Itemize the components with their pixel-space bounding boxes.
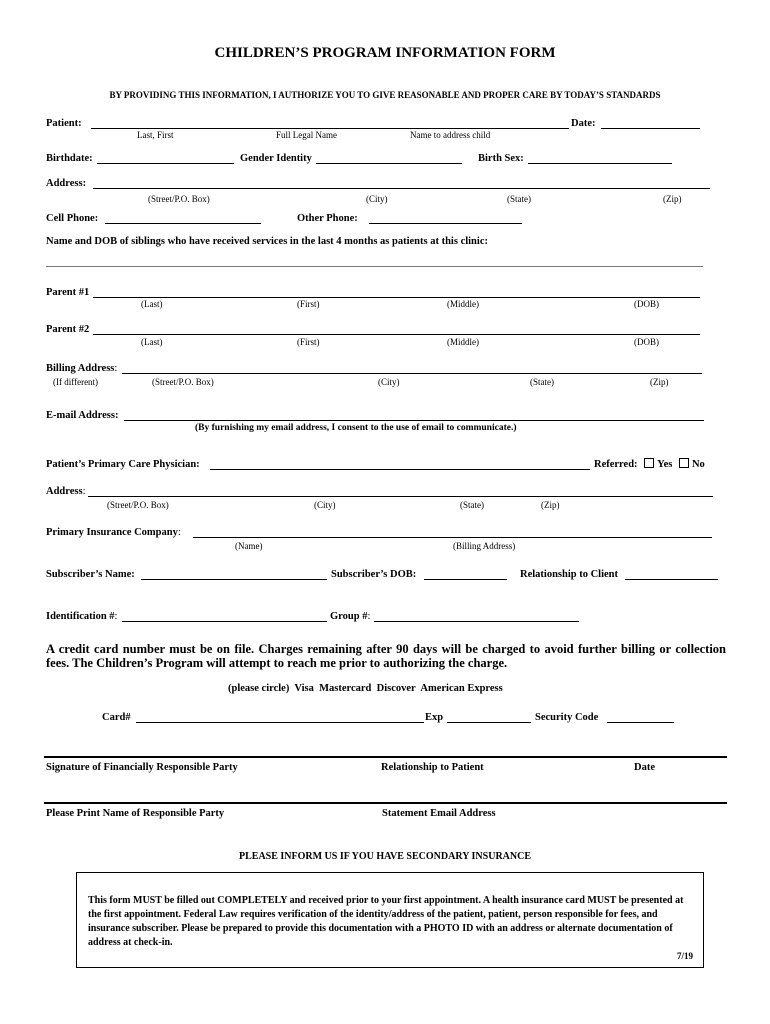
identification-field[interactable] [122,621,327,622]
subscriber-dob-field[interactable] [424,579,507,580]
patient-sub-legal-name: Full Legal Name [276,130,337,140]
birthdate-label: Birthdate: [46,153,93,164]
parent1-sub-dob: (DOB) [634,299,659,309]
other-phone-field[interactable] [369,223,522,224]
parent1-sub-first: (First) [297,299,320,309]
parent2-sub-first: (First) [297,337,320,347]
referred-group [594,458,705,470]
exp-label: Exp [425,712,444,723]
signature-date-label: Date [634,762,655,773]
patient-label: Patient: [46,118,82,129]
birth-sex-label: Birth Sex: [478,153,524,164]
physician-label: Patient’s Primary Care Physician: [46,459,200,470]
parent2-sub-last: (Last) [141,337,163,347]
notice-box [76,872,704,968]
form-title: CHILDREN’S PROGRAM INFORMATION FORM [214,45,556,61]
insurance-sub-billing: (Billing Address) [453,541,516,551]
billing-sub-street: (Street/P.O. Box) [152,377,214,387]
physician-address-field[interactable] [88,496,713,497]
card-visa[interactable]: Visa [294,683,314,694]
billing-sub-city: (City) [378,377,400,387]
address-label: Address: [46,178,87,189]
billing-sub-if-different: (If different) [53,377,99,387]
address-sub-street: (Street/P.O. Box) [148,194,210,204]
card-types-row [228,683,503,694]
address-sub-state: (State) [507,194,531,204]
insurance-field[interactable] [193,537,712,538]
address-sub-city: (City) [366,194,388,204]
physician-sub-city: (City) [314,500,336,510]
patient-sub-last-first: Last, First [137,130,174,140]
parent2-sub-middle: (Middle) [447,337,479,347]
patient-name-field[interactable] [91,128,569,129]
birth-sex-field[interactable] [528,163,672,164]
physician-sub-street: (Street/P.O. Box) [107,500,169,510]
address-sub-zip: (Zip) [663,194,682,204]
insurance-label: Primary Insurance Company: [46,527,181,538]
gender-identity-field[interactable] [316,163,462,164]
parent1-sub-middle: (Middle) [447,299,479,309]
referred-yes-label: Yes [657,459,673,470]
email-label: E-mail Address: [46,410,119,421]
relationship-to-client-label: Relationship to Client [520,569,619,580]
security-code-label: Security Code [535,712,599,723]
card-mastercard[interactable]: Mastercard [319,683,372,694]
patient-sub-address-name: Name to address child [410,130,491,140]
authorization-statement: BY PROVIDING THIS INFORMATION, I AUTHORIZE YOU TO GIVE REASONABLE AND PROPER CARE BY TODAY’S STANDARDS [109,90,661,100]
statement-email-label: Statement Email Address [382,808,496,819]
date-label: Date: [571,118,596,129]
group-field[interactable] [374,621,579,622]
siblings-field[interactable] [46,266,703,267]
physician-sub-zip: (Zip) [541,500,560,510]
referred-label: Referred: [594,459,638,470]
subscriber-name-field[interactable] [141,579,327,580]
card-number-field[interactable] [136,722,424,723]
subscriber-dob-label: Subscriber’s DOB: [331,569,417,580]
physician-sub-state: (State) [460,500,484,510]
parent1-field[interactable] [93,297,700,298]
referred-no-checkbox[interactable] [679,458,689,468]
please-circle-label: (please circle) [228,683,290,694]
revision-label: 7/19 [676,951,693,961]
parent2-sub-dob: (DOB) [634,337,659,347]
relationship-to-patient-label: Relationship to Patient [381,762,484,773]
signature-label: Signature of Financially Responsible Party [46,762,238,773]
billing-address-label: Billing Address: [46,363,118,374]
parent1-label: Parent #1 [46,287,90,298]
referred-no-label: No [691,459,705,470]
relationship-to-client-field[interactable] [625,579,718,580]
card-number-label: Card# [102,712,131,723]
physician-address-label: Address: [46,486,86,497]
card-discover[interactable]: Discover [376,683,416,694]
billing-sub-state: (State) [530,377,554,387]
physician-field[interactable] [210,469,590,470]
billing-sub-zip: (Zip) [650,377,669,387]
card-american-express[interactable]: American Express [420,683,503,694]
address-field[interactable] [93,188,710,189]
gender-identity-label: Gender Identity [240,153,312,164]
group-label: Group #: [330,611,371,622]
cell-phone-field[interactable] [105,223,261,224]
print-name-line[interactable] [44,802,727,804]
notice-text: This form MUST be filled out COMPLETELY and received prior to your first appointment. A health insurance card MUST be presented at the first appointment. Federal Law requires verification of the identity/address of the patient, patient, person responsible for fees, and insurance subscriber. Please be prepared to provide this documentation with a PHOTO ID with an address or alternate documentation of address at check-in. [88,895,684,948]
subscriber-name-label: Subscriber’s Name: [46,569,135,580]
email-field[interactable] [124,420,704,421]
insurance-sub-name: (Name) [235,541,263,551]
parent2-label: Parent #2 [46,324,90,335]
billing-address-field[interactable] [122,373,702,374]
print-name-label: Please Print Name of Responsible Party [46,808,225,819]
parent2-field[interactable] [93,334,700,335]
birthdate-field[interactable] [97,163,234,164]
signature-line[interactable] [44,756,727,758]
referred-yes-checkbox[interactable] [644,458,654,468]
credit-card-notice: A credit card number must be on file. Charges remaining after 90 days will be charged to avoid further billing or collection fees. The Children’s Program will attempt to reach me prior to authorizing the charge. [46,642,726,670]
security-code-field[interactable] [607,722,674,723]
date-field[interactable] [601,128,700,129]
identification-label: Identification #: [46,611,118,622]
cell-phone-label: Cell Phone: [46,213,99,224]
siblings-label: Name and DOB of siblings who have received services in the last 4 months as patients at this clinic: [46,236,488,247]
secondary-insurance-notice: PLEASE INFORM US IF YOU HAVE SECONDARY INSURANCE [239,851,531,862]
exp-field[interactable] [447,722,531,723]
parent1-sub-last: (Last) [141,299,163,309]
email-consent: (By furnishing my email address, I consent to the use of email to communicate.) [195,423,517,433]
other-phone-label: Other Phone: [297,213,358,224]
